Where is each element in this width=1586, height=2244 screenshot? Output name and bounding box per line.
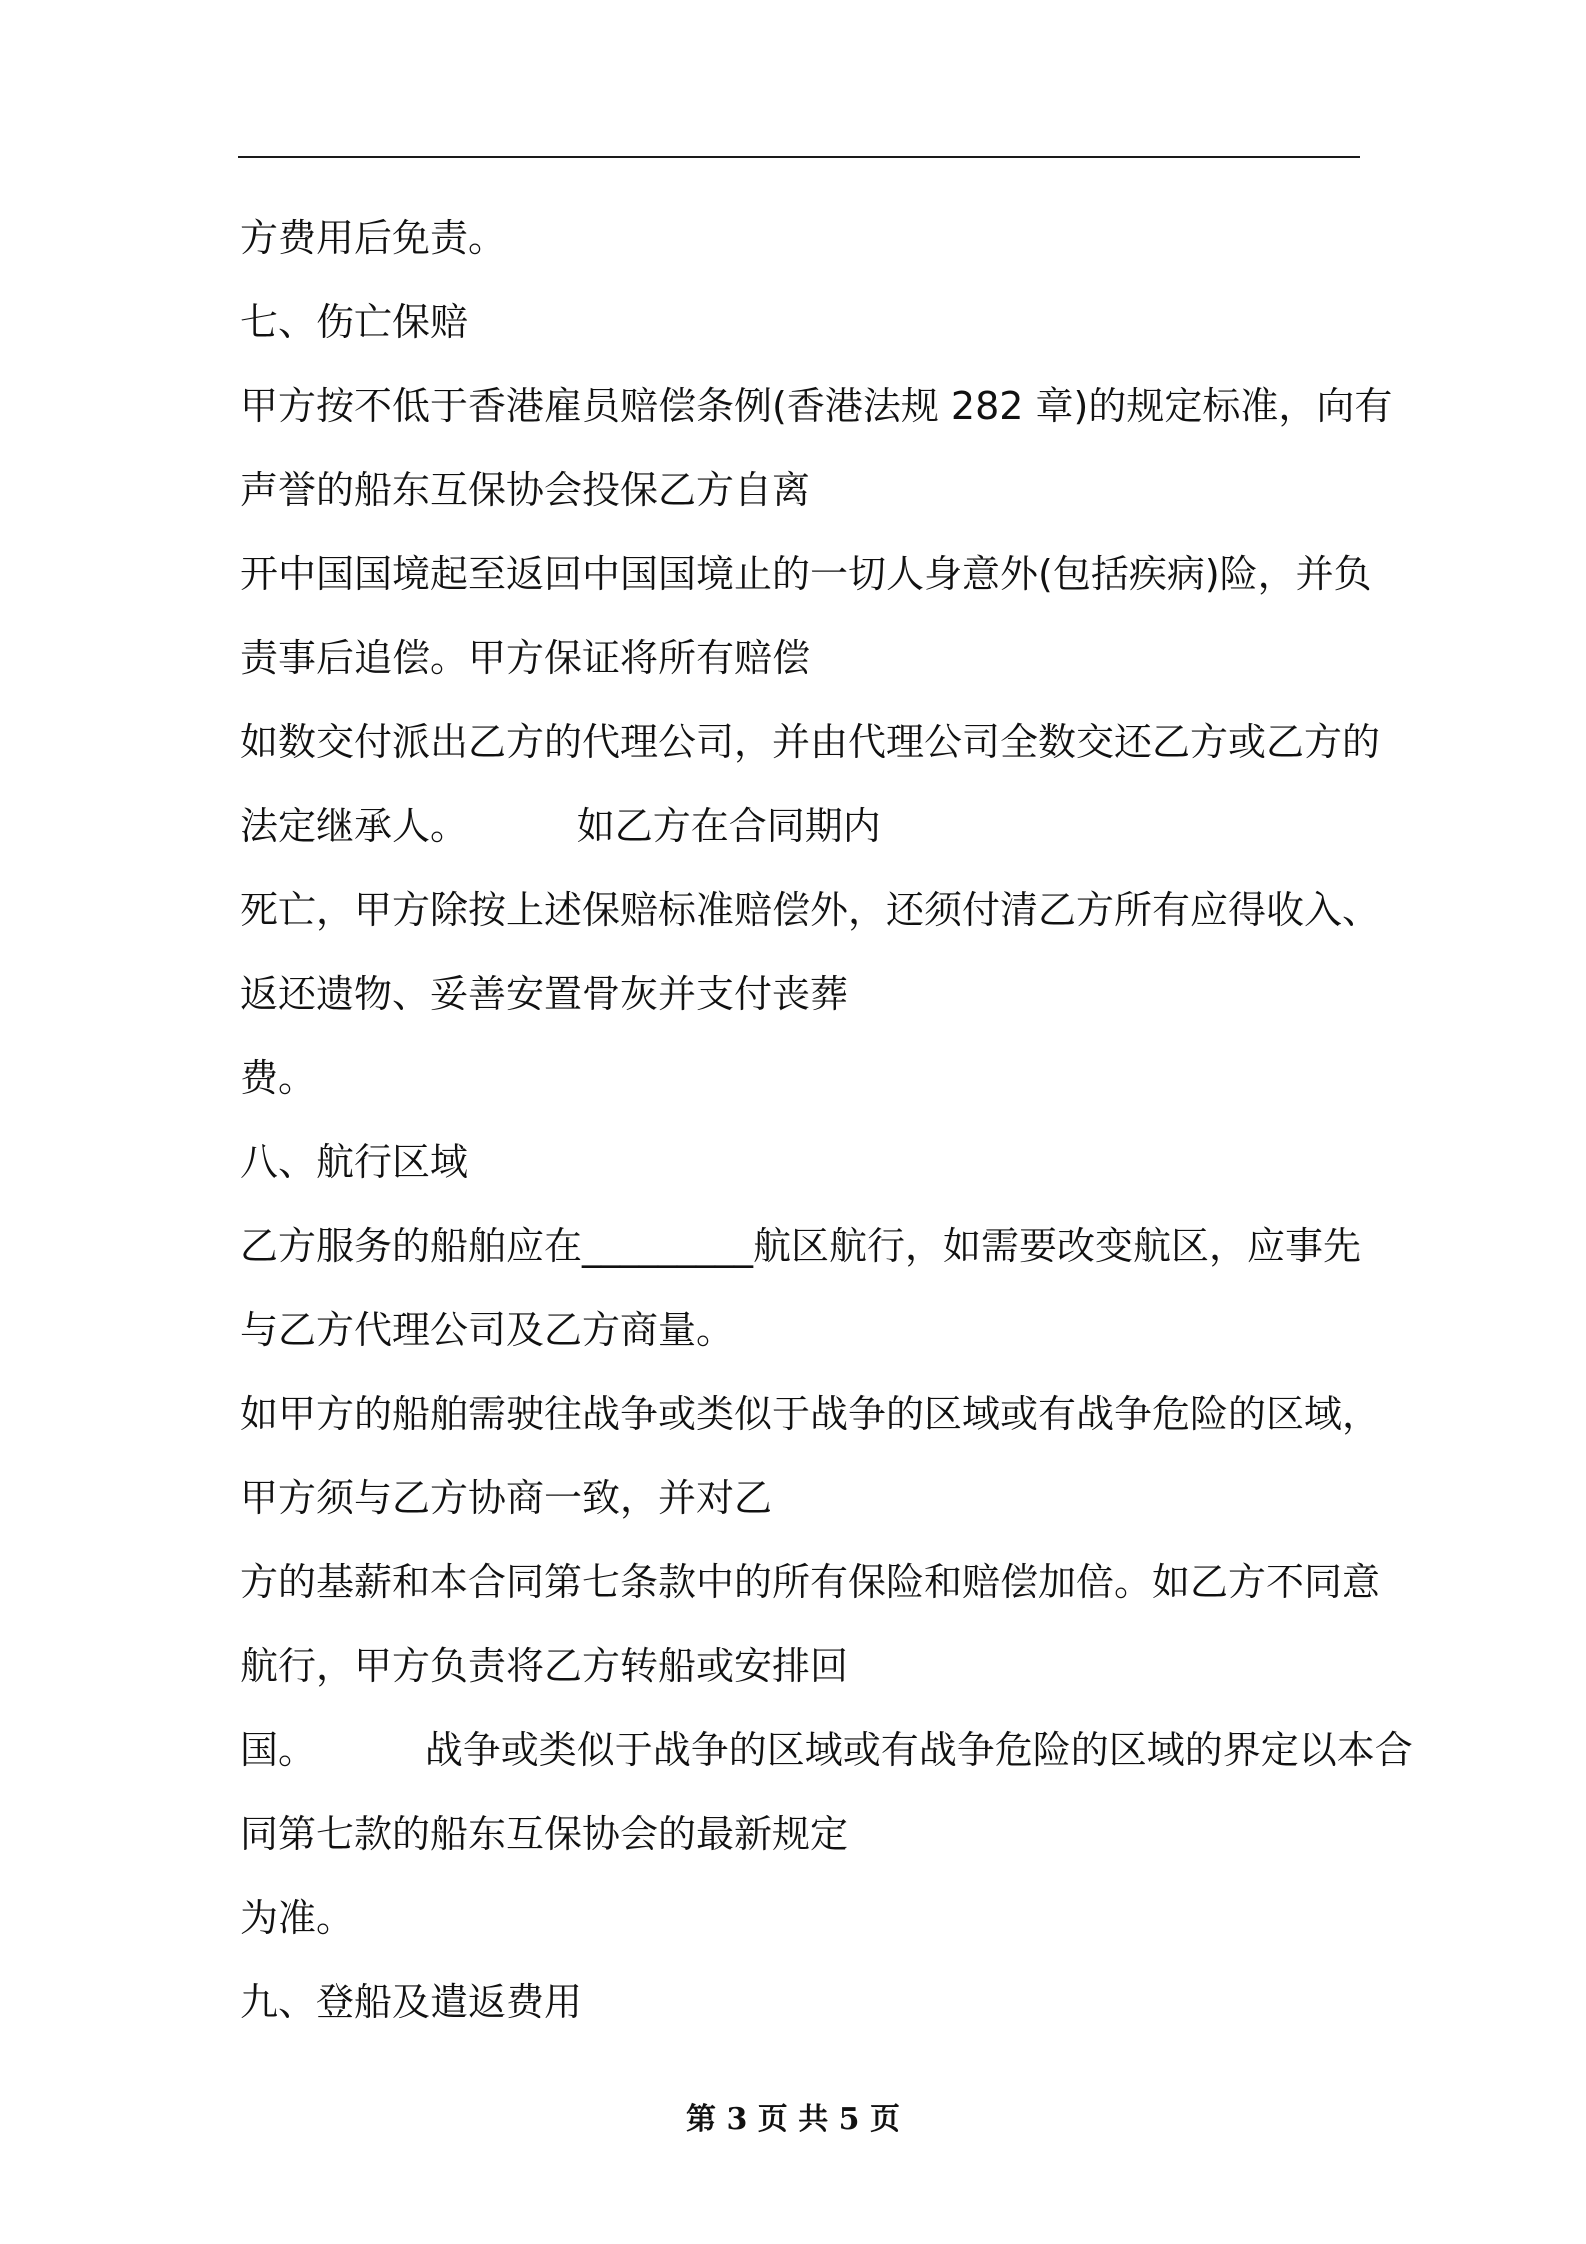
section-heading: 七、伤亡保赔: [240, 300, 469, 344]
header-rule: [238, 156, 1360, 158]
text-line: 方的基薪和本合同第七条款中的所有保险和赔偿加倍。如乙方不同意: [240, 1560, 1381, 1604]
document-body: [240, 196, 1413, 2044]
text-line: 与乙方代理公司及乙方商量。: [240, 1308, 735, 1352]
section-heading: 九、登船及遣返费用: [240, 1980, 583, 2024]
page-number: 第 3 页 共 5 页: [686, 2102, 900, 2137]
text-line: 同第七款的船东互保协会的最新规定: [240, 1812, 849, 1856]
text-line: 开中国国境起至返回中国国境止的一切人身意外(包括疾病)险，并负: [240, 552, 1372, 596]
text-line: 乙方服务的船舶应在_________航区航行，如需要改变航区，应事先: [240, 1224, 1362, 1268]
text-line: 甲方按不低于香港雇员赔偿条例(香港法规 282 章)的规定标准，向有: [240, 384, 1393, 428]
text-line: 航行，甲方负责将乙方转船或安排回: [240, 1644, 849, 1688]
text-line: 声誉的船东互保协会投保乙方自离: [240, 468, 811, 512]
text-line: 如甲方的船舶需驶往战争或类似于战争的区域或有战争危险的区域，: [240, 1392, 1381, 1436]
section-heading: 八、航行区域: [240, 1140, 469, 1184]
text-line: 为准。: [240, 1896, 355, 1940]
text-line: 甲方须与乙方协商一致，并对乙: [240, 1476, 773, 1520]
text-line: 死亡，甲方除按上述保赔标准赔偿外，还须付清乙方所有应得收入、: [240, 888, 1381, 932]
text-line: 法定继承人。 如乙方在合同期内: [240, 804, 881, 848]
text-line: 如数交付派出乙方的代理公司，并由代理公司全数交还乙方或乙方的: [240, 720, 1381, 764]
text-line: 责事后追偿。甲方保证将所有赔偿: [240, 636, 811, 680]
text-line: 国。 战争或类似于战争的区域或有战争危险的区域的界定以本合: [240, 1728, 1413, 1772]
text-line: 方费用后免责。: [240, 216, 507, 260]
text-line: 返还遗物、妥善安置骨灰并支付丧葬: [240, 972, 849, 1016]
text-line: 费。: [240, 1056, 317, 1100]
